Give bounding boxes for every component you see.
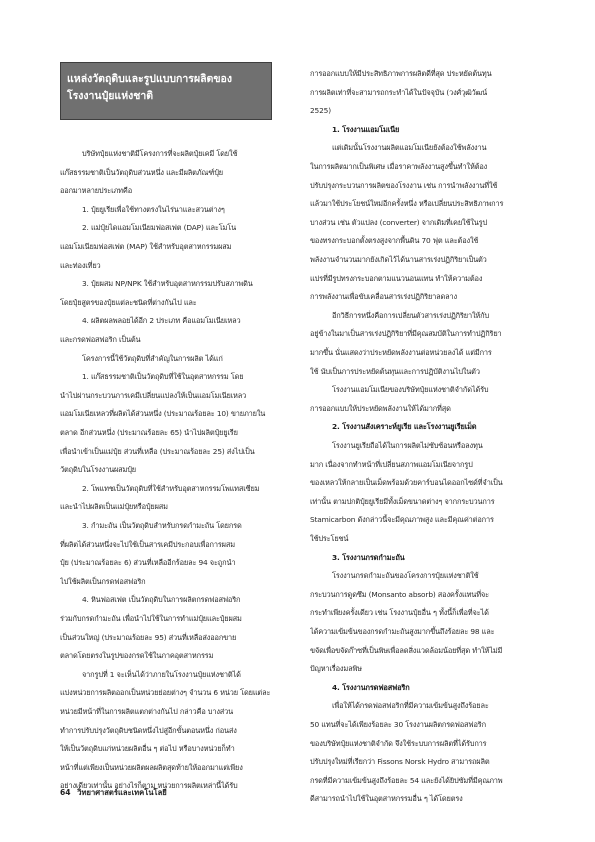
text-line: 1. ปุ๋ยยูเรียเพื่อใช้ทางตรงในไร่นาและสวนต่างๆ [82, 204, 225, 214]
text-line: กระทำเพียงครั้งเดียว เช่น โรงงานปุ๋ยอื่น ๆ ทั้งนี้ก็เพื่อที่จะได้ [310, 608, 489, 618]
subsection-heading: 2. โรงงานสังเคราะห์ยูเรีย และโรงงานยูเรียเม็ด [332, 422, 477, 432]
text-line: ตลาดโดยตรงในรูปของกรดใช้ในภาคอุตสาหกรรม [60, 651, 214, 661]
text-line: และท่องเที่ยว [60, 260, 101, 270]
text-line: ให้เป็นวัตถุดิบแก่หน่วยผลิตอื่น ๆ ต่อไป หรือบางหน่วยก็ทำ [60, 744, 235, 754]
text-line: อีกวิธีการหนึ่งคือการเปลี่ยนตัวสารเร่งปฏิกิริยาให้กับ [332, 310, 490, 320]
section-title-line-2: โรงงานปุ๋ยแห่งชาติ [67, 90, 154, 102]
section-title-box [60, 62, 272, 120]
text-line: โรงงานกรดกำมะถันของโครงการปุ๋ยแห่งชาติใช้ [332, 571, 479, 581]
text-line: อยู่ข้างในมาเป็นสารเร่งปฏิกิริยาที่มีคุณสมบัติในการทำปฏิกิริยา [310, 329, 502, 339]
text-line: การออกแบบให้มีประสิทธิภาพการผลิตดีที่สุด ประหยัดต้นทุน [310, 69, 492, 78]
text-line: จากรูปที่ 1 จะเห็นได้ว่าภายในโรงงานปุ๋ยแห่งชาติได้ [82, 669, 241, 679]
subsection-heading: 3. โรงงานกรดกำมะถัน [332, 552, 405, 562]
text-line: ของเหลวให้กลายเป็นเม็ดพร้อมด้วยคาร์บอนไดออกไซด์ที่จำเป็น [310, 478, 503, 488]
text-line: นำไปผ่านกระบวนการเคมีเปลี่ยนแปลงให้เป็นแอมโมเนียเหลว [60, 390, 247, 400]
text-line: อย่างเดียวเท่านั้น อย่างไรก็ตาม หน่วยการผลิตเหล่านี้ได้รับ [60, 781, 238, 791]
text-line: ไปใช้ผลิตเป็นกรดฟอสฟอริก [60, 576, 146, 586]
text-line: กระบวนการดูดซึม (Monsanto absorb) สองครั้งแทนที่จะ [310, 589, 489, 599]
text-line: หน่วยมีหน้าที่ในการผลิตแตกต่างกันไป กล่าวคือ บางส่วน [60, 707, 234, 716]
text-line: แอมโมเนียเหลวที่ผลิตได้ส่วนหนึ่ง (ประมาณร้อยละ 10) ขายภายใน [60, 409, 266, 419]
text-line: ดีสามารถนำไปใช้ในอุตสาหกรรมอื่น ๆ ได้โดยตรง [310, 794, 463, 804]
text-line: ใช้ประโยชน์ [310, 534, 349, 543]
text-line: ของทรงกระบอกตั้งตรงสูงจากพื้นดิน 70 ฟุต และต้องใช้ [310, 236, 479, 246]
text-line: 1. แก๊สธรรมชาติเป็นวัตถุดิบที่ใช้ในอุตสาหกรรม โดย [82, 372, 244, 382]
text-line: ตลาด อีกส่วนหนึ่ง (ประมาณร้อยละ 65) นำไปผลิตปุ๋ยยูเรีย [60, 428, 238, 437]
text-line: ขจัดเพื่อขจัดก๊าซที่เป็นพิษเพื่อลดสิ่งแวดล้อมน้อยที่สุด ทำให้ไม่มี [310, 645, 503, 655]
text-line: 4. หินฟอสเฟต เป็นวัตถุดิบในการผลิตกรดฟอสฟอริก [82, 595, 241, 605]
text-line: การออกแบบให้ประหยัดพลังงานให้ได้มากที่สุด [310, 403, 451, 413]
text-line: ร่วมกับกรดกำมะถัน เพื่อนำไปใช้ในการทำแม่ปุ๋ยและปุ๋ยผสม [60, 614, 242, 623]
text-line: วัตถุดิบในโรงงานผสมปุ๋ย [60, 465, 136, 475]
text-line: แต่เดิมนั้นโรงงานผลิตแอมโมเนียยังต้องใช้พลังงาน [332, 143, 487, 153]
text-line: 2. โพแทชเป็นวัตถุดิบที่ใช้สำหรับอุตสาหกรรมโพแทสเซียม [82, 483, 260, 493]
text-line: หน้าที่แต่เพียงเป็นหน่วยผลิตผลผลิตสุดท้ายให้ออกมาแต่เพียง [60, 762, 243, 772]
text-line: โครงการนี้ใช้วัตถุดิบที่สำคัญในการผลิต ได้แก่ [82, 353, 223, 363]
text-line: โรงงานยูเรียถือได้ในการผลิตไม่ซับซ้อนหรือลงทุน [332, 441, 483, 450]
subsection-heading: 4. โรงงานกรดฟอสฟอริก [332, 682, 410, 692]
text-line: เพื่อให้ได้กรดฟอสฟอริกที่มีความเข้มข้นสูงถึงร้อยละ [332, 701, 489, 711]
text-line: โดยปุ๋ยสูตรของปุ๋ยแต่ละชนิดที่ต่างกันไป และ [60, 297, 197, 307]
text-line: แก๊สธรรมชาติเป็นวัตถุดิบส่วนหนึ่ง และมีผลิตภัณฑ์ปุ๋ย [60, 167, 223, 177]
text-line: ในการผลิตมากเป็นพิเศษ เมื่อราคาพลังงานสูงขึ้นทำให้ต้อง [310, 162, 488, 171]
text-line: พลังงานจำนวนมากยังเกิดไว้ได้นานสารเร่งปฏิกิริยาเป็นตัว [310, 255, 487, 264]
text-line: เพื่อนำเข้าเป็นแม่ปุ๋ย ส่วนที่เหลือ (ประมาณร้อยละ 25) ส่งไปเป็น [60, 446, 255, 456]
page-footer [60, 787, 167, 799]
text-line: ใช้ นับเป็นการประหยัดต้นทุนและการปฏิบัติงานไปในตัว [310, 366, 480, 376]
text-line: ปรับปรุงใหม่ที่เรียกว่า Fissons Norsk Hydro สามารถผลิต [310, 757, 490, 767]
text-line: 2. แม่ปุ๋ยไดแอมโมเนียมฟอสเฟต (DAP) และโมโน [82, 223, 236, 233]
subsection-heading: 1. โรงงานแอมโมเนีย [332, 124, 400, 134]
text-line: แอมโมเนียมฟอสเฟต (MAP) ใช้สำหรับอุตสาหกรรมผสม [60, 242, 232, 251]
text-line: บริษัทปุ๋ยแห่งชาติมีโครงการที่จะผลิตปุ๋ยเคมี โดยใช้ [82, 149, 238, 158]
text-line: ปัญหาเรื่องมลพิษ [310, 664, 362, 674]
text-line: ปุ๋ย (ประมาณร้อยละ 6) ส่วนที่เหลืออีกร้อยละ 94 จะถูกนำ [60, 558, 236, 568]
text-line: แปรที่มีรูปทรงกระบอกตามแนวนอนแทน ทำให้ความต้อง [310, 273, 483, 283]
text-line: แล้วมาใช้ประโยชน์ใหม่อีกครั้งหนึ่ง หรือเปลี่ยนประสิทธิภาพการ [310, 199, 504, 209]
text-line: แบ่งหน่วยการผลิตออกเป็นหน่วยย่อยต่างๆ จำนวน 6 หน่วย โดยแต่ละ [60, 688, 271, 698]
text-line: ปรับปรุงกระบวนการผลิตของโรงงาน เช่น การนำพลังงานที่ใช้ [310, 180, 498, 190]
text-line: เท่านั้น ตามปกติปุ๋ยยูเรียมีทั้งเม็ดขนาดต่างๆ จากกระบวนการ [310, 496, 495, 506]
text-line: บางส่วน เช่น ตัวแปลง (converter) จากเดิมที่เคยใช้ในรูป [310, 217, 488, 227]
text-line: ของบริษัทปุ๋ยแห่งชาติจำกัด จึงใช้ระบบการผลิตที่ได้รับการ [310, 738, 487, 748]
text-line: โรงงานแอมโมเนียของบริษัทปุ๋ยแห่งชาติจำกัดได้รับ [332, 385, 489, 395]
text-line: และกรดฟอสฟอริก เป็นต้น [60, 335, 141, 344]
text-line: 4. ผลิตผลพลอยได้อีก 2 ประเภท คือแอมโมเนียเหลว [82, 316, 241, 326]
text-line: 3. กำมะถัน เป็นวัตถุดิบสำหรับกรดกำมะถัน โดยกรด [82, 521, 242, 530]
text-line: ออกมาหลายประเภทคือ [60, 186, 132, 196]
text-line: และนำไปผลิตเป็นแม่ปุ๋ยหรือปุ๋ยผสม [60, 502, 168, 512]
text-line: มากขึ้น นั่นแสดงว่าประหยัดพลังงานต่อหน่วยลงได้ แต่มีการ [310, 348, 492, 357]
text-line: เป็นส่วนใหญ่ (ประมาณร้อยละ 95) ส่วนที่เหลือส่งออกขาย [60, 632, 237, 642]
text-line: กรดที่มีความเข้มข้นสูงถึงร้อยละ 54 และยังได้ยิปซัมที่มีคุณภาพ [310, 775, 503, 785]
text-line: 2525) [310, 106, 331, 116]
text-line: ที่ผลิตได้ส่วนหนึ่งจะไปใช้เป็นสารเคมีประกอบเพื่อการผสม [60, 539, 235, 549]
journal-name: วิทยาศาสตร์และเทคโนโลยี [77, 788, 167, 797]
section-title-line-1: แหล่งวัตถุดิบและรูปแบบการผลิตของ [67, 73, 232, 85]
text-line: Stamicarbon ดังกล่าวนี้จะมีคุณภาพสูง และมีคุณค่าต่อการ [310, 515, 494, 525]
text-line: ได้ความเข้มข้นของกรดกำมะถันสูงมากขึ้นถึงร้อยละ 98 และ [310, 627, 495, 636]
page-number: 64 [60, 788, 71, 797]
text-line: การพลังงานเพื่อขับเคลื่อนสารเร่งปฏิกิริยาลดลาง [310, 292, 458, 302]
text-line: 3. ปุ๋ยผสม NP/NPK ใช้สำหรับอุตสาหกรรมปรับสภาพดิน [82, 279, 253, 289]
text-line: มาก เนื่องจากทำหน้าที่เปลี่ยนสภาพแอมโมเนียจากรูป [310, 459, 473, 469]
text-line: 50 แทนที่จะได้เพียงร้อยละ 30 โรงงานผลิตกรดฟอสฟอริก [310, 720, 486, 729]
text-line: ทำการปรับปรุงวัตถุดิบชนิดหนึ่งไปสู่อีกขั้นตอนหนึ่ง ก่อนส่ง [60, 725, 237, 735]
text-line: การผลิตเท่าที่จะสามารถกระทำได้ในปัจจุบัน (วงศ์วุฒิวัฒน์ [310, 87, 488, 97]
